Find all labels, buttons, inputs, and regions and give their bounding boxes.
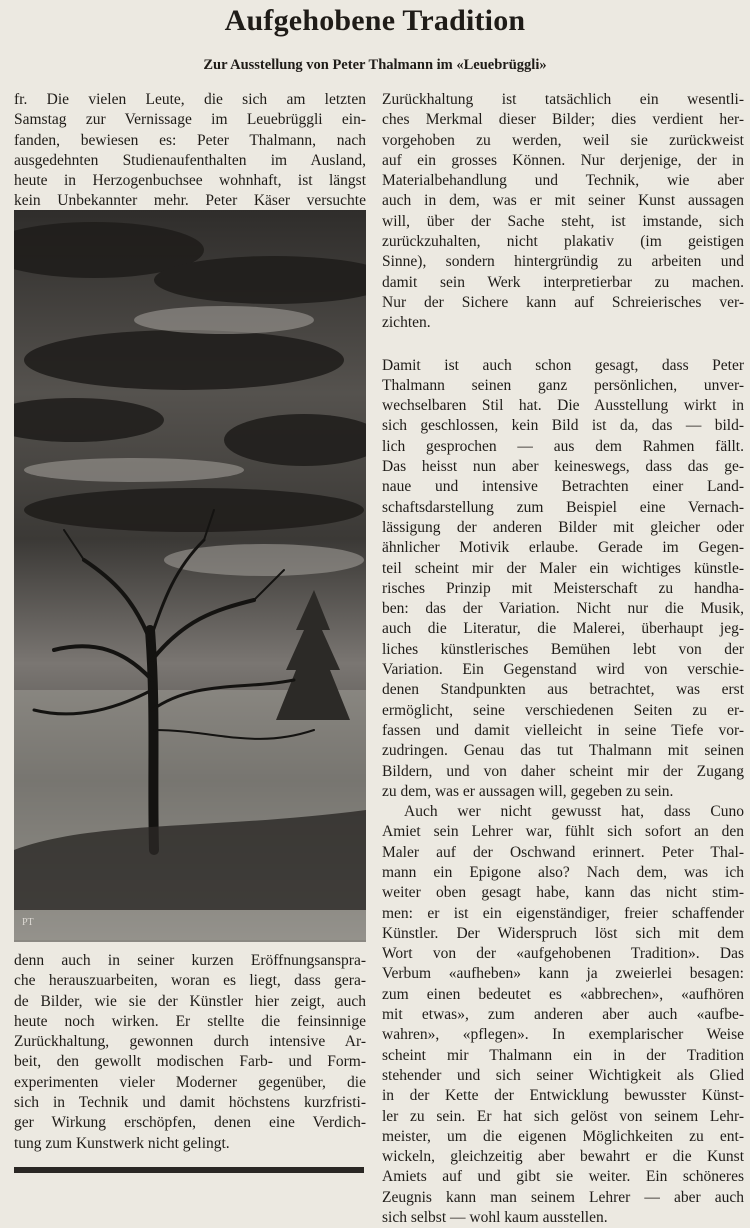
text-line: Thalmann seinen ganz persönlichen, unver- — [382, 376, 744, 394]
text-line: ler zu sein. Er hat sich gelöst von seinem Lehr- — [382, 1107, 744, 1125]
text-line: vorgehoben zu werden, weil sie zurückweist — [382, 131, 744, 149]
text-line: Zurückhaltung, gewonnen durch intensive Ar- — [14, 1033, 366, 1051]
text-line: wechselbaren Stil hat. Die Ausstellung wirkt in — [382, 397, 744, 415]
text-line: scheint mir Thalmann ein in der Tradition — [382, 1046, 744, 1064]
text-line: risches Prinzip mit Meisterschaft zu handha- — [382, 579, 744, 597]
text-line: Zeugnis kann man seinem Lehrer — aber auch — [382, 1188, 744, 1206]
text-line: zudringen. Genau das tut Thalmann mit seinen — [382, 742, 744, 760]
text-line: mann ein Epigone also? Nach dem, was ich — [382, 863, 744, 881]
text-line: ches Merkmal dieser Bilder; dies verdient her- — [382, 111, 744, 129]
article-subheadline: Zur Ausstellung von Peter Thalmann im «Leuebrüggli» — [203, 57, 547, 73]
text-line: schaftsdarstellung zum Beispiel eine Vernach- — [382, 498, 744, 516]
left-column-continuation — [14, 951, 366, 1154]
paragraph-style — [382, 356, 744, 803]
text-line: ausgedehnten Studienaufenthalten im Ausland, — [14, 151, 366, 169]
text-line: Bildern, und von daher scheint mir der Zugang — [382, 762, 744, 780]
text-line: lässigung der anderen Bilder mit gleicher oder — [382, 518, 744, 536]
text-line: Materialbehandlung und Technik, wie aber — [382, 172, 744, 190]
text-line: zu dem, was er aussagen will, gegeben zu sein. — [382, 782, 674, 800]
text-line: fr. Die vielen Leute, die sich am letzten — [14, 91, 366, 108]
text-line: wahren», «pflegen». In exemplarischer Weise — [382, 1026, 744, 1044]
text-line: zum einen bedeutet es «abbrechen», «aufhören — [382, 985, 744, 1003]
text-line: auf ein grosses Können. Nur derjenige, der in — [382, 151, 744, 169]
text-line: in der Kette der Entwicklung bewusster Künst- — [382, 1087, 744, 1105]
article-headline: Aufgehobene Tradition — [224, 4, 526, 37]
text-line: fassen und damit vielleicht in seine Tiefe vor- — [382, 721, 744, 739]
text-line: Samstag zur Vernissage im Leuebrüggli ein- — [14, 111, 366, 129]
text-line: zurückzuhalten, nicht plakativ (im geistigen — [382, 233, 744, 251]
text-line: sich geschlossen, kein Bild ist da, das — bild- — [382, 417, 744, 435]
text-line: lich gesprochen — aus dem Rahmen fällt. — [382, 437, 744, 455]
landscape-painting-photo — [14, 210, 366, 942]
text-line: wickeln, gleichzeitig aber bewahrt er die Kunst — [382, 1148, 744, 1166]
text-line: ähnlicher Motivik erlaube. Gerade im Gegen- — [382, 539, 744, 557]
text-line: Damit ist auch schon gesagt, dass Peter — [382, 356, 744, 374]
text-line: Wort von der «aufgehobenen Tradition». Das — [382, 945, 744, 963]
text-line: ermöglicht, seine verschiedenen Seiten zu er- — [382, 701, 744, 719]
left-column-intro — [14, 90, 366, 212]
text-line: de Bilder, wie sie der Künstler hier zeigt, auch — [14, 992, 366, 1010]
text-line: beit, den gewollt modischen Farb- und Form- — [14, 1053, 366, 1071]
text-line: Verbum «aufheben» kann ja zweierlei besagen: — [382, 965, 744, 983]
text-line: sich selbst — wohl kaum ausstellen. — [382, 1209, 608, 1227]
text-line: denen Standpunkten aus betrachtet, was erst — [382, 681, 744, 699]
text-line: heute in Herzogenbuchsee wohnhaft, ist längst — [14, 172, 366, 190]
text-line: Künstler. Der Widerspruch löst sich mit dem — [382, 924, 744, 942]
text-line: kein Unbekannter mehr. Peter Käser versuchte — [14, 192, 366, 210]
text-line: Amiet sein Lehrer war, fühlt sich sofort an den — [382, 823, 744, 841]
text-line: mit etwas», zum anderen aber auch «aufbe- — [382, 1006, 744, 1024]
text-line: tung zum Kunstwerk nicht gelingt. — [14, 1134, 230, 1152]
right-column — [382, 90, 744, 1228]
text-line: Sinne), sondern hintergründig zu arbeiten und — [382, 253, 744, 271]
text-line: Maler auf der Oschwand erinnert. Peter Thal- — [382, 843, 744, 861]
paragraph-restraint — [382, 90, 744, 334]
text-line: Variation. Ein Gegenstand wird von verschie- — [382, 661, 744, 679]
column-end-rule — [14, 1167, 364, 1173]
text-line: naue und intensive Betrachten einer Land- — [382, 478, 744, 496]
text-line: Nur der Sichere kann auf Schreierisches ver- — [382, 293, 744, 311]
text-line: meister, um die eigenen Möglichkeiten zu ent- — [382, 1127, 744, 1145]
text-line: men: er ist ein eigenständiger, freier schaffender — [382, 904, 744, 922]
painter-signature: PT — [22, 917, 34, 928]
text-line: will, über der Sache steht, ist imstande, sich — [382, 212, 744, 230]
text-line: denn auch in seiner kurzen Eröffnungsanspra- — [14, 952, 366, 969]
text-line: teil scheint mir der Maler ein wichtiges künstle- — [382, 559, 744, 577]
text-line: weiter oben gesagt habe, kann das nicht stim- — [382, 884, 744, 902]
text-line: stehender und sich seiner Wichtigkeit als Glied — [382, 1066, 744, 1084]
text-line: Das heisst nun aber keineswegs, dass das ge- — [382, 458, 744, 476]
text-line: che herauszuarbeiten, woran es liegt, dass gera- — [14, 972, 366, 990]
text-line: sich in Technik und damit höchstens kurzfristi- — [14, 1094, 366, 1112]
text-line: auch die Literatur, die Malerei, überhaupt jeg- — [382, 620, 744, 638]
text-line: liches künstlerisches Bemühen lebt von der — [382, 640, 744, 658]
text-line: Amiets auf und gibt sie weiter. Ein schöneres — [382, 1168, 744, 1186]
text-line: heute noch wirken. Er stellte die feinsinnige — [14, 1012, 366, 1030]
text-line: ger Wirkung erschöpfen, denen eine Verdich- — [14, 1114, 366, 1132]
text-line: fanden, bewiesen es: Peter Thalmann, nach — [14, 131, 366, 149]
text-line: zichten. — [382, 314, 431, 332]
paragraph-tradition — [382, 802, 744, 1228]
text-line: Auch wer nicht gewusst hat, dass Cuno — [404, 803, 744, 821]
text-line: Zurückhaltung ist tatsächlich ein wesentli- — [382, 91, 744, 108]
text-line: experimenten vieler Moderner gegenüber, die — [14, 1073, 366, 1091]
text-line: damit sein Werk interpretierbar zu machen. — [382, 273, 744, 291]
text-line: ben: das der Variation. Nicht nur die Musik, — [382, 600, 744, 618]
text-line: auch in dem, was er mit seiner Kunst aussagen — [382, 192, 744, 210]
